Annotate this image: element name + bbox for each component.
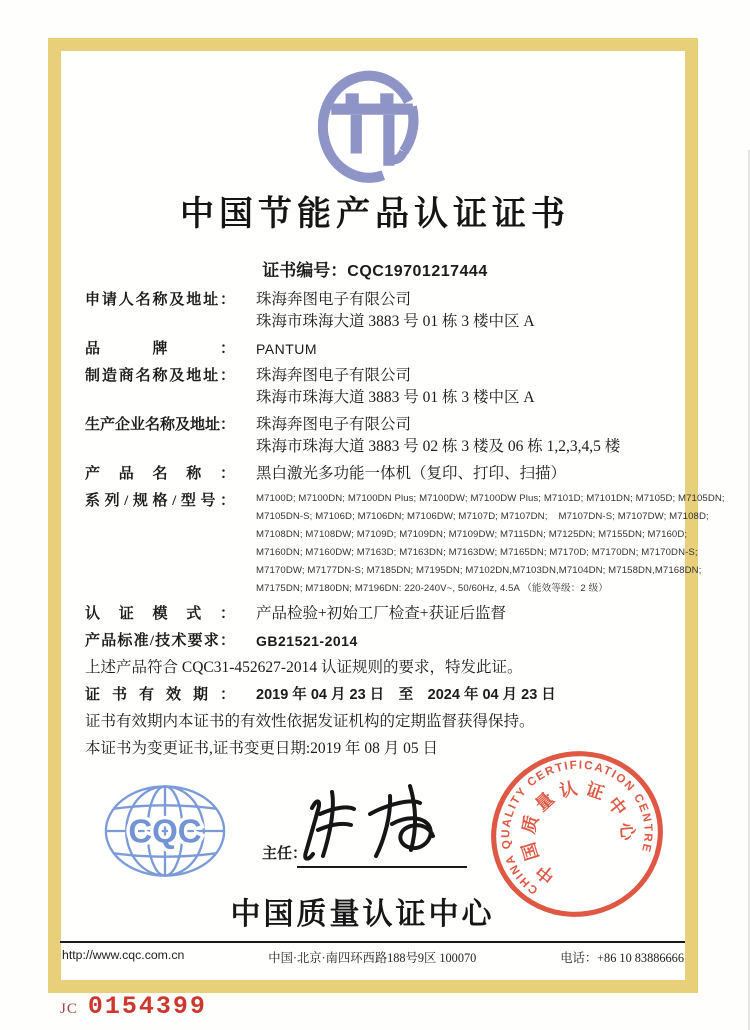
field-row-product-name (85, 463, 663, 485)
factory-name: 珠海奔图电子有限公司 (256, 416, 412, 433)
footer-phone: 电话：+86 10 83886666 (560, 951, 684, 965)
applicant-name: 珠海奔图电子有限公司 (256, 291, 412, 308)
energy-saving-logo-icon (318, 70, 420, 184)
footer-url: http://www.cqc.com.cn (62, 948, 185, 962)
footer-address: 中国·北京·南四环西路188号9区 100070 (268, 951, 477, 965)
field-row-manufacturer (85, 365, 663, 409)
field-label: 产品名称： (85, 466, 235, 482)
page-title: 中国节能产品认证证书 (180, 195, 570, 233)
serial-number-block (60, 992, 207, 1021)
director-label: 主任： (262, 846, 308, 862)
field-value (256, 414, 620, 458)
model-line: M7170DW; M7177DN-S; M7185DN; M7195DN; M7102DN,M7103DN,M7104DN; M7158DN,M7168DN; (256, 565, 702, 576)
field-row-standard (85, 630, 663, 652)
field-row-cert-mode (85, 603, 663, 625)
field-label: 证书有效期： (85, 687, 235, 703)
brand-value: PANTUM (256, 341, 318, 357)
model-list (256, 490, 725, 598)
field-value (256, 289, 535, 333)
model-line: M7160DN; M7160DW; M7163D; M7163DN; M7163DW; M7165DN; M7170D; M7170DN; M7170DN-S; (256, 547, 698, 558)
rule-statement: 上述产品符合 CQC31-452627-2014 认证规则的要求，特发此证。 (85, 659, 523, 676)
field-label: 制造商名称及地址： (85, 368, 235, 384)
model-line: M7108DN; M7108DW; M7109D; M7109DN; M7109DW; M7115DN; M7125DN; M7155DN; M7160D; (256, 529, 688, 540)
product-name-value: 黑白激光多功能一体机（复印、打印、扫描） (256, 465, 567, 482)
field-value (256, 365, 535, 409)
field-row-applicant (85, 289, 663, 333)
cert-number-value: CQC19701217444 (347, 263, 488, 280)
cert-number-line (75, 256, 675, 281)
field-label: 品牌： (85, 341, 235, 357)
model-line: M7100D; M7100DN; M7100DN Plus; M7100DW; M7100DW Plus; M7101D; M7101DN; M7105D; M7105DN; (256, 493, 725, 504)
validity-dates: 2019 年 04 月 23 日 至 2024 年 04 月 23 日 (256, 687, 556, 703)
footer-divider (60, 941, 685, 943)
field-row-models (85, 490, 725, 598)
cqc-globe-logo (102, 782, 228, 880)
cqc-letters: CQC (128, 812, 202, 850)
cert-number-label: 证书编号： (262, 261, 348, 280)
certificate-fields (85, 289, 725, 765)
validity-statement: 证书有效期内本证书的有效性依据发证机构的定期监督获得保持。 (85, 713, 535, 730)
field-row-brand (85, 338, 663, 360)
model-line: M7105DN-S; M7106D; M7106DN; M7106DW; M7107D; M7107DN; M7107DN-S; M7107DW; M7108D; (256, 511, 709, 522)
standard-value: GB21521-2014 (256, 633, 358, 649)
field-label: 生产企业名称及地址： (85, 417, 236, 433)
field-label: 申请人名称及地址： (85, 292, 235, 308)
field-row-validity-period (85, 684, 663, 706)
org-name: 中国质量认证中心 (230, 898, 495, 931)
cert-mode-value: 产品检验+初始工厂检查+获证后监督 (256, 605, 506, 622)
factory-address: 珠海市珠海大道 3883 号 02 栋 3 楼及 06 栋 1,2,3,4,5 楼 (256, 438, 621, 455)
stamp-chinese-text: 中国质量认证中心 (518, 778, 638, 888)
field-label: 认证模式： (85, 606, 235, 622)
change-statement: 本证书为变更证书,证书变更日期:2019 年 08 月 05 日 (85, 740, 439, 757)
model-line: M7175DN; M7180DN; M7196DN: 220-240V~, 50/60Hz, 4.5A （能效等级：2 级） (256, 583, 608, 594)
field-row-factory (85, 414, 663, 458)
serial-number: 0154399 (87, 992, 207, 1021)
stamp-english-text: CHINA QUALITY CERTIFICATION CENTRE (499, 758, 655, 897)
director-signature (290, 778, 476, 870)
footer (62, 948, 684, 966)
manufacturer-address: 珠海市珠海大道 3883 号 01 栋 3 楼中区 A (256, 389, 535, 406)
field-label: 系列/规格/型号： (85, 493, 235, 509)
applicant-address: 珠海市珠海大道 3883 号 01 栋 3 楼中区 A (256, 313, 535, 330)
serial-prefix: JC (60, 1001, 78, 1017)
manufacturer-name: 珠海奔图电子有限公司 (256, 367, 412, 384)
field-label: 产品标准/技术要求： (85, 633, 235, 649)
